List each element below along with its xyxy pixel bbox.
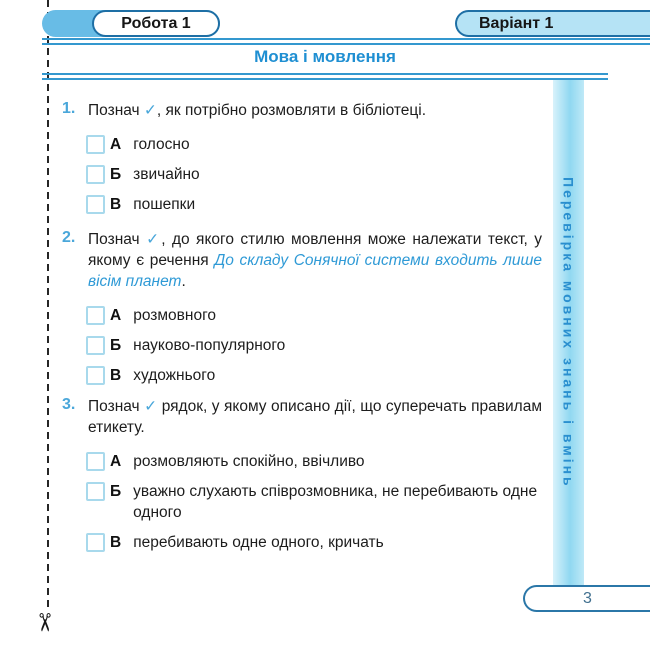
variant-label-pill [455,10,650,37]
option-row [86,451,542,472]
option-row [86,305,542,326]
option-text: художнього [133,367,216,384]
question-2 [62,229,542,395]
question-text-post: , як потрібно розмовляти в бібліотеці. [156,102,427,119]
page-title: Мова і мовлення [254,47,396,66]
question-text [88,100,542,121]
option-text: пошепки [133,196,196,213]
section-side-tab [553,80,584,585]
question-1 [62,100,542,224]
scissors-icon: ✂ [29,612,59,633]
option-letter: А [110,136,122,153]
question-text-post: рядок, у якому описано дії, що суперечать правилам етикету. [88,398,542,436]
cut-dashed-line [47,0,49,612]
work-label-pill [92,10,220,37]
question-text-example: До складу Сонячної системи входить лише вісім планет [88,252,542,290]
option-text: розмовного [133,307,217,324]
option-text: науково-популярного [133,337,286,354]
question-number: 2. [62,229,76,246]
answer-checkbox[interactable] [86,306,105,325]
option-row [86,335,542,356]
question-text [88,396,542,438]
options-list [86,134,542,215]
answer-checkbox[interactable] [86,533,105,552]
option-row [86,134,542,155]
option-text: голосно [133,136,190,153]
option-row [86,194,542,215]
question-3 [62,396,542,562]
option-text: перебивають одне одного, кричать [133,534,384,551]
option-text: уважно слухають співрозмовника, не перебивають одне одного [133,483,538,521]
answer-checkbox[interactable] [86,135,105,154]
options-list [86,305,542,386]
option-letter: В [110,196,122,213]
answer-checkbox[interactable] [86,366,105,385]
question-text-pre: Познач [88,102,140,119]
question-text-pre: Познач [88,398,140,415]
divider-line-top [42,38,650,45]
option-letter: Б [110,337,122,354]
option-text: розмовляють спокійно, ввічливо [133,453,365,470]
question-text-tail: . [181,273,186,290]
question-text-post: , до якого стилю мовлення може належати текст, у якому є речення [88,231,542,269]
option-letter: А [110,307,122,324]
question-number: 3. [62,396,76,413]
divider-line-bottom [42,73,608,80]
answer-checkbox[interactable] [86,452,105,471]
answer-checkbox[interactable] [86,165,105,184]
checkmark-icon: ✓ [143,101,157,119]
question-number: 1. [62,100,76,117]
option-row [86,164,542,185]
variant-label: Варіант 1 [479,14,554,32]
work-label: Робота 1 [121,14,191,32]
option-text: звичайно [133,166,200,183]
option-letter: В [110,367,122,384]
options-list [86,451,542,553]
question-text [88,229,542,292]
option-row [86,481,542,523]
page-number: 3 [583,589,592,607]
option-letter: Б [110,166,122,183]
work-header-band [42,10,220,37]
option-row [86,532,542,553]
page-number-pill [523,585,650,612]
checkmark-icon: ✓ [144,397,158,415]
checkmark-icon: ✓ [146,230,162,248]
answer-checkbox[interactable] [86,336,105,355]
option-row [86,365,542,386]
answer-checkbox[interactable] [86,482,105,501]
option-letter: В [110,534,122,551]
option-letter: Б [110,483,122,500]
section-side-tab-label: Перевірка мовних знань і вмінь [560,176,577,489]
question-text-pre: Познач [88,231,140,248]
answer-checkbox[interactable] [86,195,105,214]
option-letter: А [110,453,122,470]
